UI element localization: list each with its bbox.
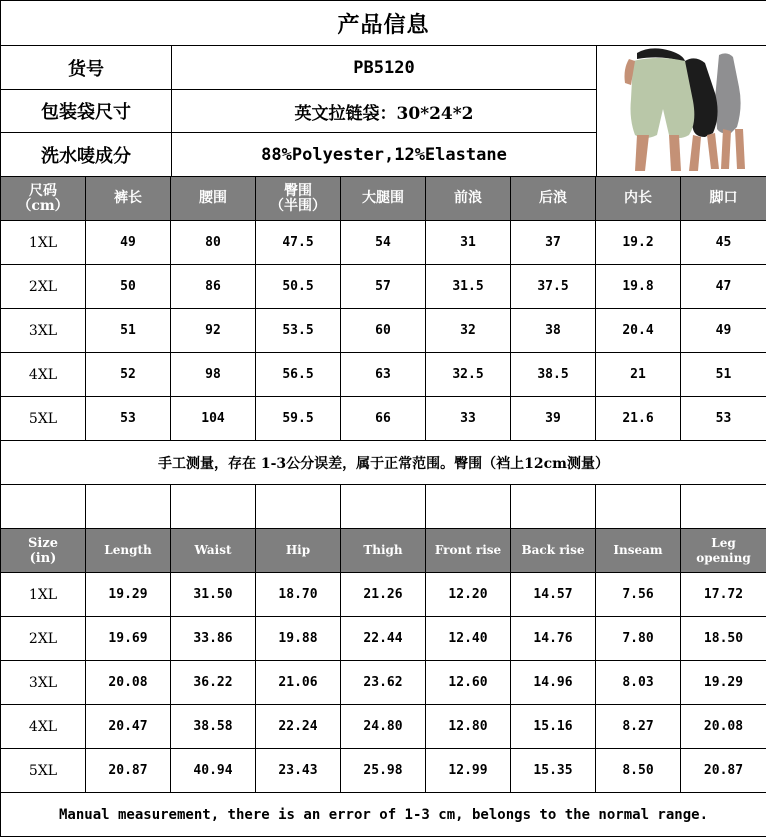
measurement-cell: 92 [171, 309, 256, 353]
measurement-cell: 52 [86, 353, 171, 397]
size-cell: 2XL [1, 265, 86, 309]
measurement-cell: 8.03 [596, 661, 681, 705]
size-cell: 5XL [1, 749, 86, 793]
measurement-cell: 12.80 [426, 705, 511, 749]
in-header-leg-opening: Leg opening [681, 529, 766, 573]
measurement-cell: 50 [86, 265, 171, 309]
measurement-cell: 49 [86, 221, 171, 265]
in-header-length: Length [86, 529, 171, 573]
measurement-cell: 19.29 [681, 661, 766, 705]
measurement-cell: 19.8 [596, 265, 681, 309]
measurement-cell: 21 [596, 353, 681, 397]
page-title: 产品信息 [1, 1, 766, 46]
size-cell: 2XL [1, 617, 86, 661]
item-no-value: PB5120 [172, 46, 597, 90]
measurement-cell: 39 [511, 397, 596, 441]
measurement-cell: 57 [341, 265, 426, 309]
measurement-cell: 25.98 [341, 749, 426, 793]
measurement-cell: 37 [511, 221, 596, 265]
measurement-cell: 14.57 [511, 573, 596, 617]
size-cell: 3XL [1, 661, 86, 705]
cm-header-hip: 臀围 （半围） [256, 177, 341, 221]
measurement-cell: 31.50 [171, 573, 256, 617]
measurement-cell: 14.96 [511, 661, 596, 705]
table-row [1, 749, 766, 793]
size-cell: 5XL [1, 397, 86, 441]
measurement-cell: 104 [171, 397, 256, 441]
size-table-in [0, 528, 766, 837]
measurement-cell: 19.2 [596, 221, 681, 265]
measurement-cell: 17.72 [681, 573, 766, 617]
measurement-cell: 80 [171, 221, 256, 265]
measurement-cell: 53 [681, 397, 766, 441]
blank-cell [1, 485, 86, 529]
size-cell: 3XL [1, 309, 86, 353]
measurement-cell: 51 [681, 353, 766, 397]
measurement-cell: 53.5 [256, 309, 341, 353]
measurement-cell: 20.4 [596, 309, 681, 353]
size-cell: 4XL [1, 353, 86, 397]
measurement-cell: 20.08 [86, 661, 171, 705]
measurement-cell: 53 [86, 397, 171, 441]
blank-cell [596, 485, 681, 529]
cm-header-waist: 腰围 [171, 177, 256, 221]
measurement-cell: 33 [426, 397, 511, 441]
size-cell: 1XL [1, 573, 86, 617]
product-photo [597, 46, 766, 177]
measurement-cell: 8.27 [596, 705, 681, 749]
measurement-cell: 20.87 [86, 749, 171, 793]
in-header-front-rise: Front rise [426, 529, 511, 573]
measurement-cell: 86 [171, 265, 256, 309]
measurement-cell: 31.5 [426, 265, 511, 309]
product-photo-icon [607, 47, 757, 175]
measurement-cell: 12.99 [426, 749, 511, 793]
in-header-row [1, 529, 766, 573]
in-header-thigh: Thigh [341, 529, 426, 573]
measurement-cell: 36.22 [171, 661, 256, 705]
size-cell: 4XL [1, 705, 86, 749]
measurement-cell: 23.43 [256, 749, 341, 793]
measurement-cell: 50.5 [256, 265, 341, 309]
table-row [1, 221, 766, 265]
measurement-cell: 21.26 [341, 573, 426, 617]
measurement-cell: 98 [171, 353, 256, 397]
measurement-cell: 14.76 [511, 617, 596, 661]
in-header-back-rise: Back rise [511, 529, 596, 573]
measurement-cell: 21.06 [256, 661, 341, 705]
measurement-cell: 21.6 [596, 397, 681, 441]
blank-cell [171, 485, 256, 529]
measurement-cell: 51 [86, 309, 171, 353]
cm-header-row [1, 177, 766, 221]
wash-composition-value: 88%Polyester,12%Elastane [172, 133, 597, 177]
blank-cell [86, 485, 171, 529]
spacer-row [1, 485, 766, 529]
table-row [1, 661, 766, 705]
measurement-cell: 8.50 [596, 749, 681, 793]
measurement-cell: 15.16 [511, 705, 596, 749]
table-row [1, 265, 766, 309]
measurement-cell: 56.5 [256, 353, 341, 397]
measurement-cell: 33.86 [171, 617, 256, 661]
measurement-cell: 59.5 [256, 397, 341, 441]
cm-header-front-rise: 前浪 [426, 177, 511, 221]
measurement-cell: 15.35 [511, 749, 596, 793]
table-row [1, 353, 766, 397]
measurement-cell: 7.80 [596, 617, 681, 661]
product-info-table [0, 0, 766, 177]
measurement-cell: 31 [426, 221, 511, 265]
size-table-cm [0, 176, 766, 529]
measurement-cell: 66 [341, 397, 426, 441]
table-row [1, 573, 766, 617]
measurement-cell: 23.62 [341, 661, 426, 705]
measurement-cell: 63 [341, 353, 426, 397]
bag-size-label: 包装袋尺寸 [1, 90, 172, 133]
measurement-cell: 32.5 [426, 353, 511, 397]
measurement-cell: 12.40 [426, 617, 511, 661]
table-row [1, 705, 766, 749]
measurement-cell: 12.60 [426, 661, 511, 705]
measurement-cell: 37.5 [511, 265, 596, 309]
cm-header-leg-opening: 脚口 [681, 177, 766, 221]
measurement-cell: 12.20 [426, 573, 511, 617]
measurement-cell: 20.47 [86, 705, 171, 749]
measurement-cell: 40.94 [171, 749, 256, 793]
in-header-hip: Hip [256, 529, 341, 573]
measurement-cell: 38.58 [171, 705, 256, 749]
wash-label: 洗水唛成分 [1, 133, 172, 177]
cm-header-inseam: 内长 [596, 177, 681, 221]
blank-cell [256, 485, 341, 529]
measurement-cell: 24.80 [341, 705, 426, 749]
measurement-cell: 38.5 [511, 353, 596, 397]
table-row [1, 397, 766, 441]
blank-cell [681, 485, 766, 529]
measurement-cell: 19.69 [86, 617, 171, 661]
measurement-cell: 20.08 [681, 705, 766, 749]
table-row [1, 309, 766, 353]
in-header-waist: Waist [171, 529, 256, 573]
cm-header-thigh: 大腿围 [341, 177, 426, 221]
cm-header-length: 裤长 [86, 177, 171, 221]
measurement-cell: 22.44 [341, 617, 426, 661]
in-header-inseam: Inseam [596, 529, 681, 573]
measurement-cell: 60 [341, 309, 426, 353]
size-cell: 1XL [1, 221, 86, 265]
measurement-cell: 45 [681, 221, 766, 265]
item-no-label: 货号 [1, 46, 172, 90]
measurement-cell: 19.88 [256, 617, 341, 661]
measurement-cell: 18.70 [256, 573, 341, 617]
cm-measurement-note: 手工测量，存在 1-3公分误差，属于正常范围。臀围（裆上12cm测量） [1, 441, 766, 485]
measurement-cell: 7.56 [596, 573, 681, 617]
measurement-cell: 22.24 [256, 705, 341, 749]
measurement-cell: 47.5 [256, 221, 341, 265]
blank-cell [426, 485, 511, 529]
cm-header-back-rise: 后浪 [511, 177, 596, 221]
bag-size-value: 英文拉链袋：30*24*2 [172, 90, 597, 133]
in-measurement-note: Manual measurement, there is an error of 1-3 cm, belongs to the normal range. [1, 793, 766, 837]
measurement-cell: 32 [426, 309, 511, 353]
blank-cell [341, 485, 426, 529]
in-header-size: Size (in) [1, 529, 86, 573]
measurement-cell: 54 [341, 221, 426, 265]
measurement-cell: 20.87 [681, 749, 766, 793]
cm-header-size: 尺码 （cm） [1, 177, 86, 221]
measurement-cell: 49 [681, 309, 766, 353]
measurement-cell: 47 [681, 265, 766, 309]
table-row [1, 617, 766, 661]
blank-cell [511, 485, 596, 529]
measurement-cell: 19.29 [86, 573, 171, 617]
measurement-cell: 38 [511, 309, 596, 353]
measurement-cell: 18.50 [681, 617, 766, 661]
